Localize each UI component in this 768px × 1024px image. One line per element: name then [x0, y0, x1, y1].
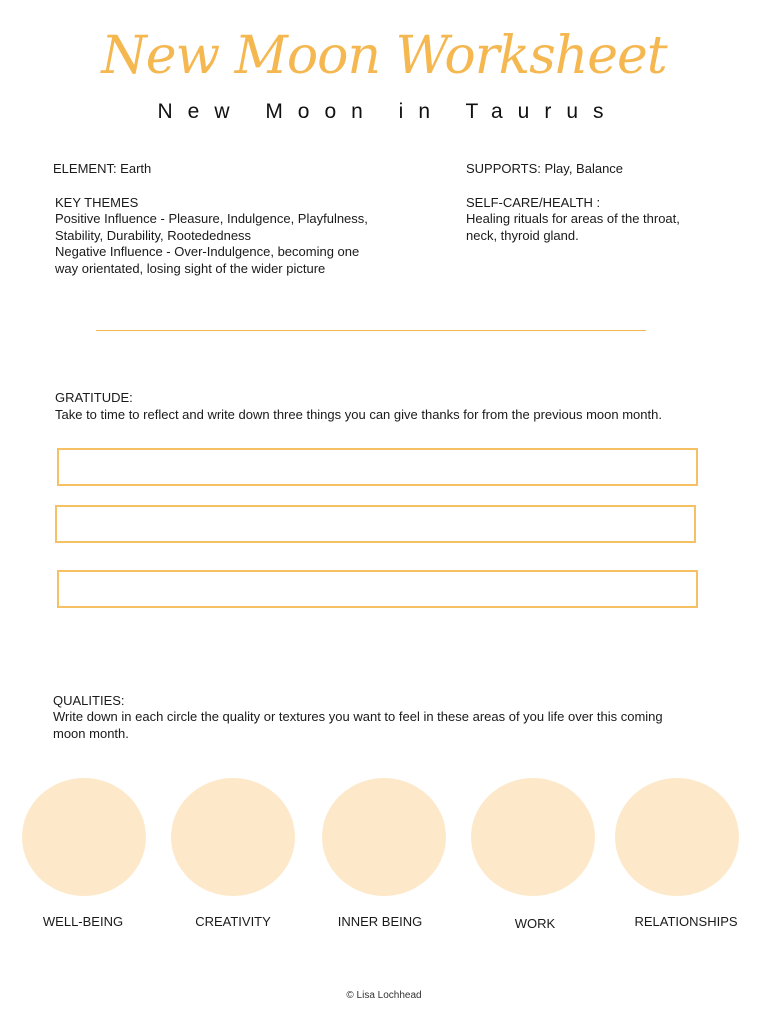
work-circle[interactable] — [471, 778, 595, 896]
gratitude-box-2[interactable] — [55, 505, 696, 543]
relationships-circle[interactable] — [615, 778, 739, 896]
worksheet-title: New Moon Worksheet — [101, 26, 667, 86]
work-label: WORK — [514, 916, 556, 931]
wellbeing-label: WELL-BEING — [42, 914, 124, 929]
key-themes-line: way orientated, losing sight of the wider picture — [55, 260, 326, 276]
gratitude-heading: GRATITUDE: — [55, 390, 133, 405]
key-themes-line: Positive Influence - Pleasure, Indulgence, Playfulness, — [55, 211, 368, 226]
gratitude-instruction: Take to time to reflect and write down three things you can give thanks for from the previous moon month. — [55, 407, 662, 422]
inner-being-label: INNER BEING — [337, 914, 423, 929]
creativity-label: CREATIVITY — [195, 914, 271, 929]
qualities-instruction — [53, 709, 753, 742]
creativity-circle[interactable] — [171, 778, 295, 896]
qualities-instruction-line: Write down in each circle the quality or textures you want to feel in these areas of you life over this coming — [53, 709, 663, 724]
key-themes-line: Negative Influence - Over-Indulgence, becoming one — [55, 244, 360, 259]
key-themes-text — [55, 211, 395, 277]
key-themes-heading: KEY THEMES — [55, 195, 139, 210]
gratitude-box-1[interactable] — [57, 448, 698, 486]
selfcare-text — [466, 211, 726, 244]
gratitude-box-3[interactable] — [57, 570, 698, 608]
inner-being-circle[interactable] — [322, 778, 446, 896]
selfcare-line: Healing rituals for areas of the throat, — [466, 211, 680, 226]
selfcare-line: neck, thyroid gland. — [466, 227, 579, 243]
worksheet-subtitle: New Moon in Taurus — [157, 100, 619, 123]
copyright-footer: © Lisa Lochhead — [346, 990, 422, 1001]
wellbeing-circle[interactable] — [22, 778, 146, 896]
qualities-instruction-line: moon month. — [53, 725, 129, 741]
selfcare-heading: SELF-CARE/HEALTH : — [466, 195, 601, 210]
supports-label: SUPPORTS: Play, Balance — [466, 161, 624, 176]
relationships-label: RELATIONSHIPS — [634, 914, 738, 929]
key-themes-line: Stability, Durability, Rootededness — [55, 227, 252, 243]
section-divider — [96, 330, 646, 331]
element-label: ELEMENT: Earth — [53, 161, 152, 176]
qualities-heading: QUALITIES: — [53, 693, 125, 708]
